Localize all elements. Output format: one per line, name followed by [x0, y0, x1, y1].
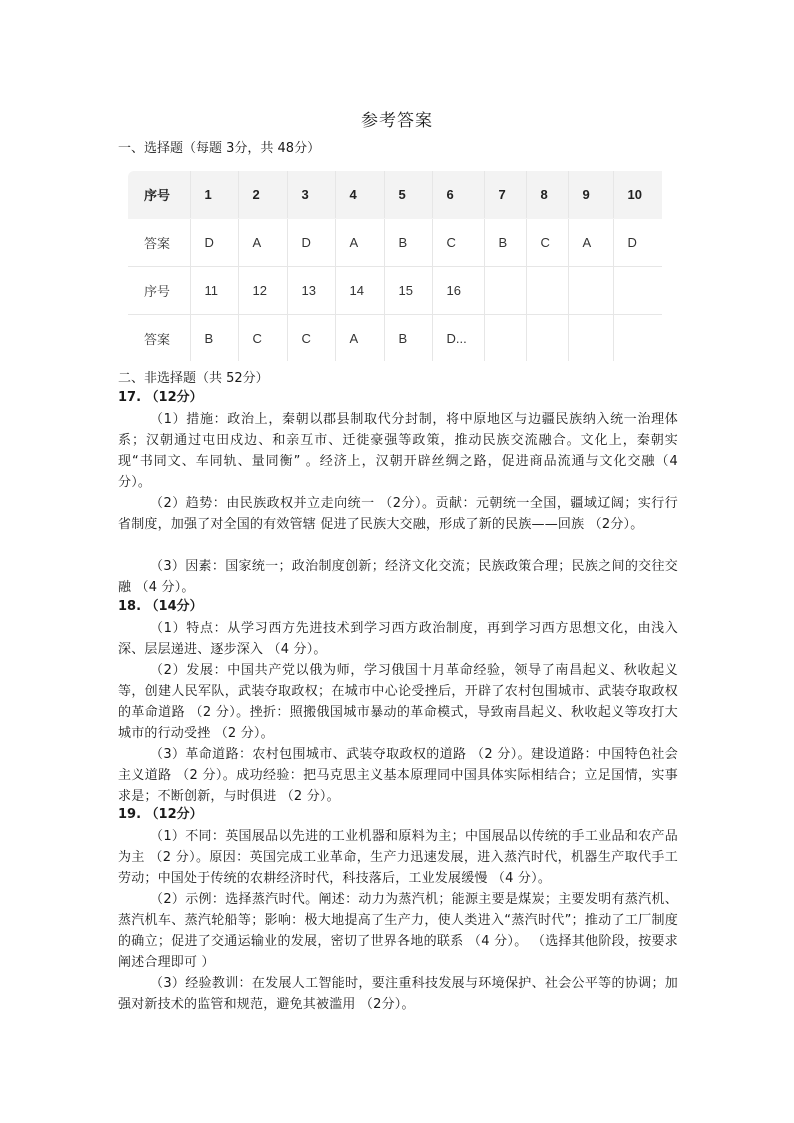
- table-cell: [613, 267, 662, 315]
- table-cell: D...: [432, 315, 484, 362]
- table-cell: A: [335, 219, 384, 267]
- question-18-part-3: （3）革命道路：农村包围城市、武装夺取政权的道路 （2 分）。建设道路：中国特色社会主义道路 （2 分）。成功经验：把马克思主义基本原理同中国具体实际相结合；立足国情，实事求是；不断创新，与时俱进 （2 分）。: [118, 747, 678, 804]
- answer-table: [128, 171, 662, 361]
- table-cell: C: [238, 315, 287, 362]
- table-cell: C: [287, 315, 335, 362]
- answer-table-body: [128, 171, 662, 361]
- table-cell: B: [484, 219, 526, 267]
- question-18-part-1: （1）特点：从学习西方先进技术到学习西方政治制度，再到学习西方思想文化，由浅入深、层层递进、逐步深入 （4 分）。: [118, 621, 678, 657]
- section-choice-heading: 一、选择题（每题 3分，共 48分）: [118, 141, 321, 156]
- table-cell: A: [568, 219, 613, 267]
- question-18-heading: 18. （14分）: [118, 599, 203, 614]
- answer-table-container: [128, 171, 662, 361]
- table-row-label: 答案: [128, 219, 190, 267]
- table-cell: C: [432, 219, 484, 267]
- table-cell: 8: [526, 171, 568, 219]
- table-cell: D: [613, 219, 662, 267]
- table-cell: [526, 315, 568, 362]
- table-row-label: 序号: [128, 171, 190, 219]
- table-cell: [568, 315, 613, 362]
- table-cell: 9: [568, 171, 613, 219]
- section-nonchoice-heading: 二、非选择题（共 52分）: [118, 371, 269, 386]
- table-row-label: 序号: [128, 267, 190, 315]
- table-cell: 4: [335, 171, 384, 219]
- question-19-heading: 19. （12分）: [118, 807, 203, 822]
- table-row: [128, 315, 662, 362]
- page-title: 参考答案: [361, 111, 433, 131]
- question-17-part-2: （2）趋势：由民族政权并立走向统一 （2分）。贡献：元朝统一全国，疆域辽阔；实行行省制度，加强了对全国的有效管辖 促进了民族大交融，形成了新的民族——回族 （2分）。: [118, 496, 678, 532]
- table-row: [128, 267, 662, 315]
- table-cell: [613, 315, 662, 362]
- table-cell: 12: [238, 267, 287, 315]
- table-cell: 16: [432, 267, 484, 315]
- question-18-part-2: （2）发展：中国共产党以俄为师，学习俄国十月革命经验，领导了南昌起义、秋收起义等，创建人民军队，武装夺取政权；在城市中心论受挫后，开辟了农村包围城市、武装夺取政权的革命道路 （2 分）。挫折：照搬俄国城市暴动的革命模式，导致南昌起义、秋收起义等攻打大城市的行动受挫 （2 分）。: [118, 663, 678, 741]
- table-cell: B: [384, 315, 432, 362]
- question-17-part-3: （3）因素：国家统一；政治制度创新；经济文化交流；民族政策合理；民族之间的交往交融 （4 分）。: [118, 559, 678, 595]
- table-cell: [484, 315, 526, 362]
- table-row-label: 答案: [128, 315, 190, 362]
- table-cell: 14: [335, 267, 384, 315]
- table-cell: 5: [384, 171, 432, 219]
- table-cell: D: [287, 219, 335, 267]
- table-cell: [568, 267, 613, 315]
- table-cell: A: [238, 219, 287, 267]
- table-cell: 3: [287, 171, 335, 219]
- table-cell: 2: [238, 171, 287, 219]
- table-cell: 15: [384, 267, 432, 315]
- table-cell: 10: [613, 171, 662, 219]
- table-cell: A: [335, 315, 384, 362]
- table-cell: C: [526, 219, 568, 267]
- table-cell: D: [190, 219, 238, 267]
- table-cell: [526, 267, 568, 315]
- table-row: [128, 171, 662, 219]
- table-cell: 1: [190, 171, 238, 219]
- question-19-part-1: （1）不同：英国展品以先进的工业机器和原料为主；中国展品以传统的手工业品和农产品为主 （2 分）。原因：英国完成工业革命，生产力迅速发展，进入蒸汽时代，机器生产取代手工劳动；中国处于传统的农耕经济时代，科技落后，工业发展缓慢 （4 分）。: [118, 829, 678, 886]
- question-17-heading: 17. （12分）: [118, 390, 203, 405]
- table-cell: B: [384, 219, 432, 267]
- table-row: [128, 219, 662, 267]
- table-cell: 13: [287, 267, 335, 315]
- question-19-part-2: （2）示例：选择蒸汽时代。阐述：动力为蒸汽机；能源主要是煤炭；主要发明有蒸汽机、蒸汽机车、蒸汽轮船等；影响：极大地提高了生产力，使人类进入“蒸汽时代”；推动了工厂制度的确立；促进了交通运输业的发展，密切了世界各地的联系 （4 分）。 （选择其他阶段，按要求阐述合理即可 ）: [118, 892, 678, 970]
- table-cell: 6: [432, 171, 484, 219]
- table-cell: B: [190, 315, 238, 362]
- question-19-part-3: （3）经验教训：在发展人工智能时，要注重科技发展与环境保护、社会公平等的协调；加强对新技术的监管和规范，避免其被滥用 （2分）。: [118, 976, 678, 1012]
- table-cell: 7: [484, 171, 526, 219]
- table-cell: [484, 267, 526, 315]
- question-17-part-1: （1）措施：政治上，秦朝以郡县制取代分封制，将中原地区与边疆民族纳入统一治理体系；汉朝通过屯田戍边、和亲互市、迁徙豪强等政策，推动民族交流融合。文化上，秦朝实现“书同文、车同轨、量同衡” 。经济上，汉朝开辟丝绸之路，促进商品流通与文化交融（4 分）。: [118, 412, 678, 490]
- table-cell: 11: [190, 267, 238, 315]
